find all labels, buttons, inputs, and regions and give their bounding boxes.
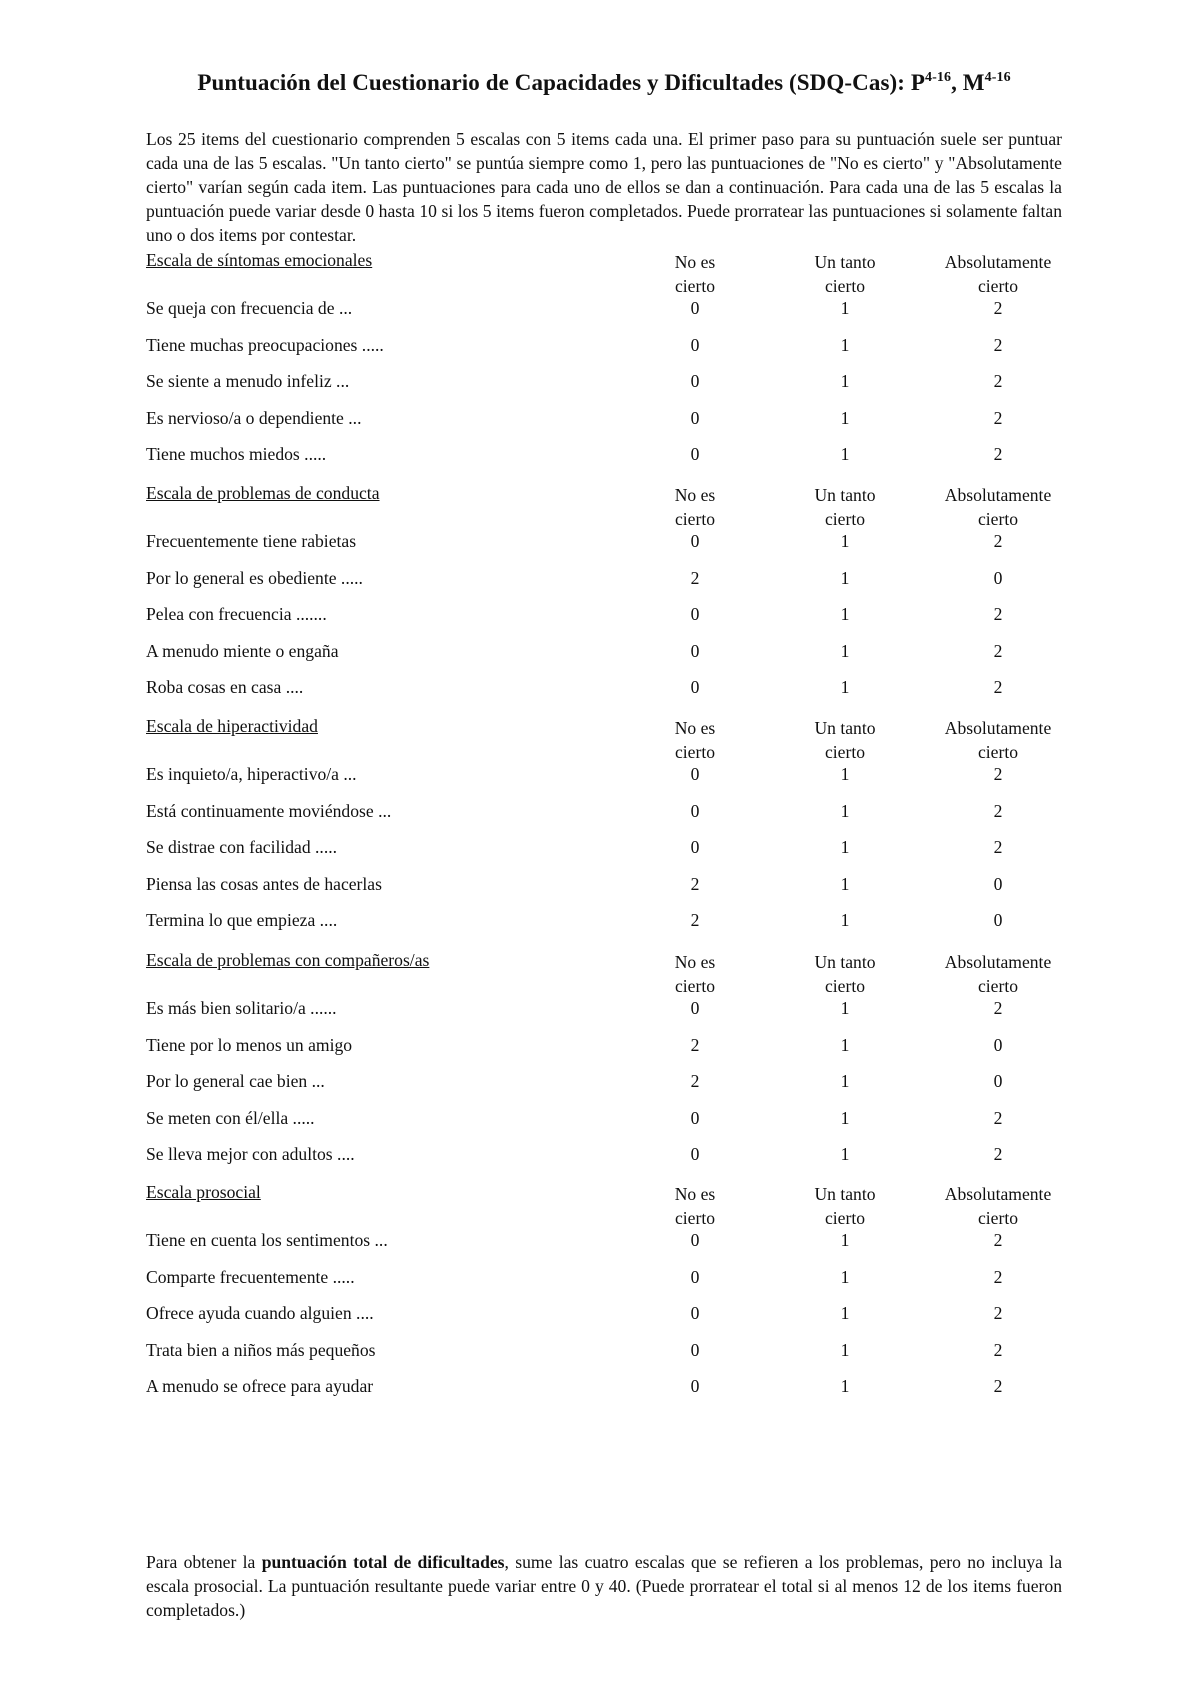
column-header-no-es-cierto: No es cierto [674, 1184, 716, 1228]
score-no-es-cierto: 0 [690, 1376, 700, 1396]
score-un-tanto-cierto: 1 [840, 910, 850, 930]
column-header-un-tanto-cierto: Un tanto cierto [814, 252, 876, 296]
score-un-tanto-cierto: 1 [840, 1266, 850, 1287]
score-absolutamente-cierto: 0 [993, 1034, 1003, 1055]
column-header-absolutamente-cierto: Absolutamente cierto [944, 718, 1052, 762]
score-absolutamente-cierto: 2 [993, 298, 1003, 318]
score-no-es-cierto: 0 [690, 1144, 700, 1164]
item-label: Se meten con él/ella ..... [146, 1107, 315, 1128]
scale-section [146, 250, 1062, 481]
item-row [146, 1340, 1062, 1377]
score-no-es-cierto: 0 [690, 640, 700, 661]
item-label: Está continuamente moviéndose ... [146, 800, 392, 821]
score-no-es-cierto: 0 [690, 764, 700, 784]
score-un-tanto-cierto: 1 [840, 371, 850, 391]
score-un-tanto-cierto: 1 [840, 677, 850, 697]
item-label: Se distrae con facilidad ..... [146, 837, 338, 857]
item-row [146, 604, 1062, 641]
score-un-tanto-cierto: 1 [840, 873, 850, 894]
item-row [146, 874, 1062, 911]
item-row [146, 801, 1062, 838]
column-header-un-tanto-cierto: Un tanto cierto [814, 718, 876, 762]
item-label: Ofrece ayuda cuando alguien .... [146, 1303, 374, 1323]
intro-paragraph: Los 25 items del cuestionario comprenden 5 escalas con 5 items cada una. El primer paso para su puntuación suele ser puntuar cada una de las 5 escalas. "Un tanto cierto" se puntúa siempre como 1, pero las puntuaciones de "No es cierto" y "Absolutamente cierto" varían según cada item. Las puntuaciones para cada uno de ellos se dan a continuación. Para cada una de las 5 escalas la puntuación puede variar desde 0 hasta 10 si los 5 items fueron completados. Puede prorratear las puntuaciones si solamente faltan uno o dos items por contestar. [146, 129, 1062, 245]
score-un-tanto-cierto: 1 [840, 1107, 850, 1128]
score-un-tanto-cierto: 1 [840, 837, 850, 857]
column-header-un-tanto-cierto: Un tanto cierto [814, 952, 876, 996]
score-absolutamente-cierto: 2 [993, 1266, 1003, 1287]
score-un-tanto-cierto: 1 [840, 1303, 850, 1323]
score-absolutamente-cierto: 2 [993, 640, 1003, 661]
footer-bold-term: puntuación total de dificultades [261, 1552, 505, 1572]
item-label: A menudo se ofrece para ayudar [146, 1376, 374, 1396]
score-absolutamente-cierto: 2 [993, 371, 1003, 391]
score-absolutamente-cierto: 2 [993, 837, 1003, 857]
score-no-es-cierto: 0 [690, 1107, 700, 1128]
item-row [146, 371, 1062, 408]
score-absolutamente-cierto: 2 [993, 444, 1003, 464]
score-un-tanto-cierto: 1 [840, 604, 850, 624]
page-title: Puntuación del Cuestionario de Capacidades y Dificultades (SDQ-Cas): $P^{4-16}$, $M^{4-16}$ [197, 70, 1011, 95]
item-row [146, 531, 1062, 568]
score-absolutamente-cierto: 2 [993, 407, 1003, 428]
item-label: Tiene muchas preocupaciones ..... [146, 334, 384, 355]
item-row [146, 298, 1062, 335]
score-no-es-cierto: 0 [690, 371, 700, 391]
item-row [146, 837, 1062, 874]
item-row [146, 1108, 1062, 1145]
score-no-es-cierto: 0 [690, 998, 700, 1018]
item-row [146, 444, 1062, 481]
score-absolutamente-cierto: 0 [993, 1071, 1003, 1091]
score-absolutamente-cierto: 2 [993, 800, 1003, 821]
item-label: Comparte frecuentemente ..... [146, 1266, 355, 1287]
score-absolutamente-cierto: 0 [993, 567, 1003, 588]
item-row [146, 641, 1062, 678]
item-label: Pelea con frecuencia ....... [146, 604, 327, 624]
item-row [146, 568, 1062, 605]
score-no-es-cierto: 2 [690, 1071, 700, 1091]
scale-header [146, 1182, 1062, 1230]
item-label: Termina lo que empieza .... [146, 910, 338, 930]
score-absolutamente-cierto: 2 [993, 531, 1003, 551]
score-no-es-cierto: 0 [690, 531, 700, 551]
footer-paragraph: Para obtener la puntuación total de dificultades, sume las cuatro escalas que se refieren a los problemas, pero no incluya la escala prosocial. La puntuación resultante puede variar entre 0 y 40. (Puede prorratear el total si al menos 12 de los items fueron completados.) [146, 1552, 1063, 1620]
item-label: Frecuentemente tiene rabietas [146, 531, 357, 551]
item-label: Tiene en cuenta los sentimentos ... [146, 1230, 388, 1250]
score-un-tanto-cierto: 1 [840, 1230, 850, 1250]
score-un-tanto-cierto: 1 [840, 800, 850, 821]
score-no-es-cierto: 0 [690, 334, 700, 355]
score-no-es-cierto: 0 [690, 444, 700, 464]
column-header-no-es-cierto: No es cierto [674, 718, 716, 762]
score-no-es-cierto: 0 [690, 837, 700, 857]
item-row [146, 677, 1062, 714]
score-un-tanto-cierto: 1 [840, 764, 850, 784]
item-label: Roba cosas en casa .... [146, 677, 304, 697]
item-row [146, 1376, 1062, 1413]
score-no-es-cierto: 0 [690, 1303, 700, 1323]
score-absolutamente-cierto: 2 [993, 1339, 1003, 1360]
score-un-tanto-cierto: 1 [840, 1034, 850, 1055]
score-un-tanto-cierto: 1 [840, 444, 850, 464]
scale-section [146, 716, 1062, 947]
item-row [146, 408, 1062, 445]
column-header-no-es-cierto: No es cierto [674, 952, 716, 996]
score-un-tanto-cierto: 1 [840, 298, 850, 318]
score-un-tanto-cierto: 1 [840, 640, 850, 661]
item-label: Se lleva mejor con adultos .... [146, 1144, 355, 1164]
score-no-es-cierto: 2 [690, 567, 700, 588]
item-row [146, 1071, 1062, 1108]
scale-section [146, 950, 1062, 1181]
item-row [146, 910, 1062, 947]
item-label: Por lo general es obediente ..... [146, 567, 363, 588]
item-label: Se siente a menudo infeliz ... [146, 371, 350, 391]
column-header-absolutamente-cierto: Absolutamente cierto [944, 252, 1052, 296]
title-m-superscript: 4-16 [984, 70, 1011, 85]
score-no-es-cierto: 0 [690, 1339, 700, 1360]
score-absolutamente-cierto: 2 [993, 1230, 1003, 1250]
item-label: A menudo miente o engaña [146, 640, 339, 661]
item-label: Es nervioso/a o dependiente ... [146, 407, 362, 428]
score-no-es-cierto: 0 [690, 407, 700, 428]
score-un-tanto-cierto: 1 [840, 407, 850, 428]
column-header-un-tanto-cierto: Un tanto cierto [814, 1184, 876, 1228]
column-header-no-es-cierto: No es cierto [674, 485, 716, 529]
score-absolutamente-cierto: 2 [993, 1376, 1003, 1396]
score-no-es-cierto: 0 [690, 800, 700, 821]
scale-section [146, 483, 1062, 714]
column-header-absolutamente-cierto: Absolutamente cierto [944, 485, 1052, 529]
score-no-es-cierto: 0 [690, 604, 700, 624]
score-absolutamente-cierto: 2 [993, 1144, 1003, 1164]
item-label: Es más bien solitario/a ...... [146, 998, 337, 1018]
score-un-tanto-cierto: 1 [840, 1144, 850, 1164]
column-header-no-es-cierto: No es cierto [674, 252, 716, 296]
item-row [146, 1303, 1062, 1340]
item-label: Se queja con frecuencia de ... [146, 298, 353, 318]
scale-name: Escala de problemas con compañeros/as [146, 950, 430, 970]
item-label: Tiene por lo menos un amigo [146, 1034, 353, 1055]
column-header-absolutamente-cierto: Absolutamente cierto [944, 1184, 1052, 1228]
score-no-es-cierto: 0 [690, 1266, 700, 1287]
score-absolutamente-cierto: 0 [993, 873, 1003, 894]
score-un-tanto-cierto: 1 [840, 1376, 850, 1396]
item-row [146, 1267, 1062, 1304]
item-row [146, 998, 1062, 1035]
score-no-es-cierto: 2 [690, 910, 700, 930]
item-row [146, 1144, 1062, 1181]
score-absolutamente-cierto: 2 [993, 764, 1003, 784]
score-un-tanto-cierto: 1 [840, 531, 850, 551]
score-absolutamente-cierto: 2 [993, 604, 1003, 624]
item-row [146, 335, 1062, 372]
scale-header [146, 483, 1062, 531]
score-absolutamente-cierto: 2 [993, 1303, 1003, 1323]
item-label: Piensa las cosas antes de hacerlas [146, 873, 382, 894]
score-un-tanto-cierto: 1 [840, 334, 850, 355]
score-absolutamente-cierto: 2 [993, 334, 1003, 355]
score-un-tanto-cierto: 1 [840, 1339, 850, 1360]
score-un-tanto-cierto: 1 [840, 1071, 850, 1091]
score-absolutamente-cierto: 2 [993, 998, 1003, 1018]
column-header-absolutamente-cierto: Absolutamente cierto [944, 952, 1052, 996]
scale-header [146, 716, 1062, 764]
scale-name: Escala de síntomas emocionales [146, 250, 373, 270]
item-row [146, 764, 1062, 801]
score-absolutamente-cierto: 2 [993, 677, 1003, 697]
scale-name: Escala de problemas de conducta [146, 483, 380, 503]
item-label: Por lo general cae bien ... [146, 1071, 325, 1091]
score-no-es-cierto: 0 [690, 677, 700, 697]
score-un-tanto-cierto: 1 [840, 998, 850, 1018]
item-label: Tiene muchos miedos ..... [146, 444, 327, 464]
score-no-es-cierto: 2 [690, 1034, 700, 1055]
item-label: Trata bien a niños más pequeños [146, 1339, 376, 1360]
title-p-superscript: 4-16 [925, 70, 952, 85]
scale-name: Escala prosocial [146, 1182, 261, 1202]
scale-name: Escala de hiperactividad [146, 716, 318, 736]
scale-section [146, 1182, 1062, 1413]
scale-header [146, 950, 1062, 998]
score-no-es-cierto: 0 [690, 298, 700, 318]
scale-header [146, 250, 1062, 298]
score-no-es-cierto: 0 [690, 1230, 700, 1250]
score-absolutamente-cierto: 2 [993, 1107, 1003, 1128]
item-label: Es inquieto/a, hiperactivo/a ... [146, 764, 357, 784]
score-no-es-cierto: 2 [690, 873, 700, 894]
score-absolutamente-cierto: 0 [993, 910, 1003, 930]
item-row [146, 1035, 1062, 1072]
score-un-tanto-cierto: 1 [840, 567, 850, 588]
item-row [146, 1230, 1062, 1267]
column-header-un-tanto-cierto: Un tanto cierto [814, 485, 876, 529]
